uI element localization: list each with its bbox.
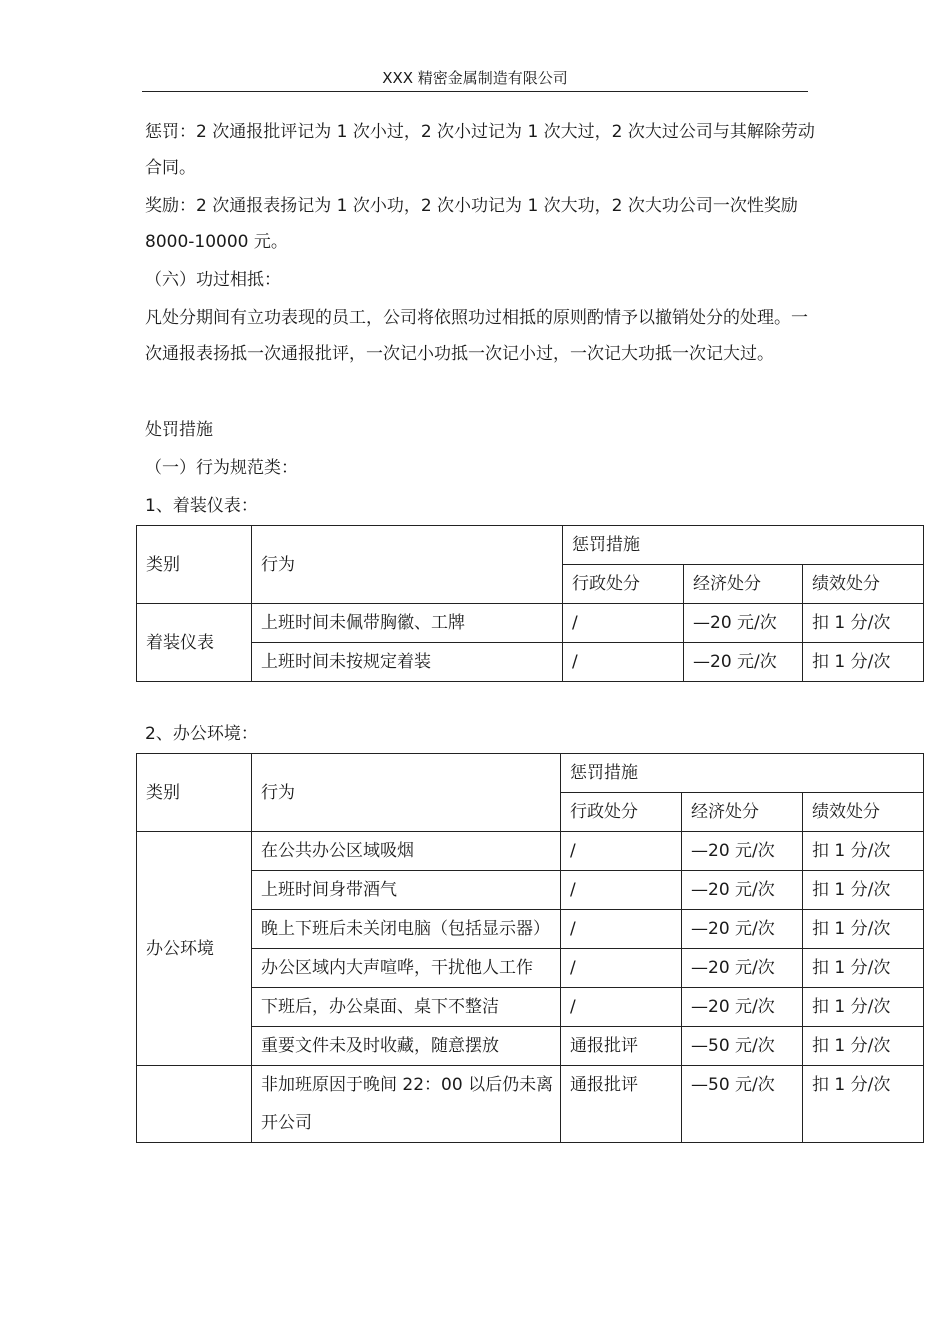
section-office-title: 2、办公环境： [145, 724, 258, 744]
page-header: XXX 精密金属制造有限公司 [142, 66, 808, 92]
header-economic: 经济处分 [682, 793, 803, 832]
performance-cell: 扣 1 分/次 [803, 988, 924, 1027]
header-category: 类别 [137, 526, 252, 604]
economic-cell: —20 元/次 [682, 988, 803, 1027]
behavior-cell: 上班时间未按规定着装 [252, 643, 563, 682]
header-admin: 行政处分 [563, 565, 684, 604]
category-cell: 办公环境 [137, 832, 252, 1066]
office-table [136, 753, 924, 1143]
behavior-cell: 晚上下班后未关闭电脑（包括显示器） [252, 910, 561, 949]
section-six-title: （六）功过相抵： [145, 270, 281, 290]
penalty-measures-title: 处罚措施 [145, 420, 213, 440]
performance-cell: 扣 1 分/次 [803, 871, 924, 910]
economic-cell: —50 元/次 [682, 1027, 803, 1066]
header-measures: 惩罚措施 [563, 526, 924, 565]
economic-cell: —20 元/次 [682, 949, 803, 988]
behavior-cell: 上班时间未佩带胸徽、工牌 [252, 604, 563, 643]
header-category: 类别 [137, 754, 252, 832]
header-behavior: 行为 [252, 754, 561, 832]
admin-cell: / [561, 871, 682, 910]
header-measures: 惩罚措施 [561, 754, 924, 793]
behavior-cell: 下班后，办公桌面、桌下不整洁 [252, 988, 561, 1027]
table-row [137, 988, 924, 1027]
header-behavior: 行为 [252, 526, 563, 604]
category-cell: 着装仪表 [137, 604, 252, 682]
performance-cell: 扣 1 分/次 [803, 949, 924, 988]
table-row [137, 910, 924, 949]
admin-cell: / [561, 988, 682, 1027]
economic-cell: —20 元/次 [684, 643, 803, 682]
admin-cell: / [561, 910, 682, 949]
header-economic: 经济处分 [684, 565, 803, 604]
reward-paragraph: 奖励：2 次通报表扬记为 1 次小功，2 次小功记为 1 次大功，2 次大功公司一次性奖励 8000-10000 元。 [145, 196, 798, 252]
category-cell-empty [137, 1066, 252, 1143]
economic-cell: —20 元/次 [682, 910, 803, 949]
header-admin: 行政处分 [561, 793, 682, 832]
offset-paragraph: 凡处分期间有立功表现的员工，公司将依照功过相抵的原则酌情予以撤销处分的处理。一次通报表扬抵一次通报批评，一次记小功抵一次记小过，一次记大功抵一次记大过。 [145, 308, 808, 364]
performance-cell: 扣 1 分/次 [803, 1066, 924, 1143]
admin-cell: / [563, 604, 684, 643]
section-dress-title: 1、着装仪表： [145, 496, 258, 516]
economic-cell: —50 元/次 [682, 1066, 803, 1143]
admin-cell: 通报批评 [561, 1066, 682, 1143]
performance-cell: 扣 1 分/次 [803, 643, 924, 682]
admin-cell: 通报批评 [561, 1027, 682, 1066]
dress-table [136, 525, 924, 682]
table-row [137, 871, 924, 910]
behavior-cell: 非加班原因于晚间 22：00 以后仍未离开公司 [252, 1066, 561, 1143]
header-performance: 绩效处分 [803, 793, 924, 832]
economic-cell: —20 元/次 [682, 832, 803, 871]
table-row [137, 1066, 924, 1143]
section-one-title: （一）行为规范类： [145, 458, 298, 478]
behavior-cell: 上班时间身带酒气 [252, 871, 561, 910]
behavior-cell: 在公共办公区域吸烟 [252, 832, 561, 871]
admin-cell: / [561, 832, 682, 871]
behavior-cell: 重要文件未及时收藏，随意摆放 [252, 1027, 561, 1066]
economic-cell: —20 元/次 [682, 871, 803, 910]
table-row [137, 832, 924, 871]
economic-cell: —20 元/次 [684, 604, 803, 643]
behavior-cell: 办公区域内大声喧哗，干扰他人工作 [252, 949, 561, 988]
table-row [137, 1027, 924, 1066]
table-header-row [137, 526, 924, 565]
table-header-row [137, 754, 924, 793]
admin-cell: / [563, 643, 684, 682]
performance-cell: 扣 1 分/次 [803, 832, 924, 871]
table-row [137, 949, 924, 988]
penalty-paragraph: 惩罚：2 次通报批评记为 1 次小过，2 次小过记为 1 次大过，2 次大过公司与其解除劳动合同。 [145, 122, 815, 178]
header-performance: 绩效处分 [803, 565, 924, 604]
performance-cell: 扣 1 分/次 [803, 910, 924, 949]
performance-cell: 扣 1 分/次 [803, 604, 924, 643]
table-row [137, 643, 924, 682]
table-row [137, 604, 924, 643]
admin-cell: / [561, 949, 682, 988]
performance-cell: 扣 1 分/次 [803, 1027, 924, 1066]
